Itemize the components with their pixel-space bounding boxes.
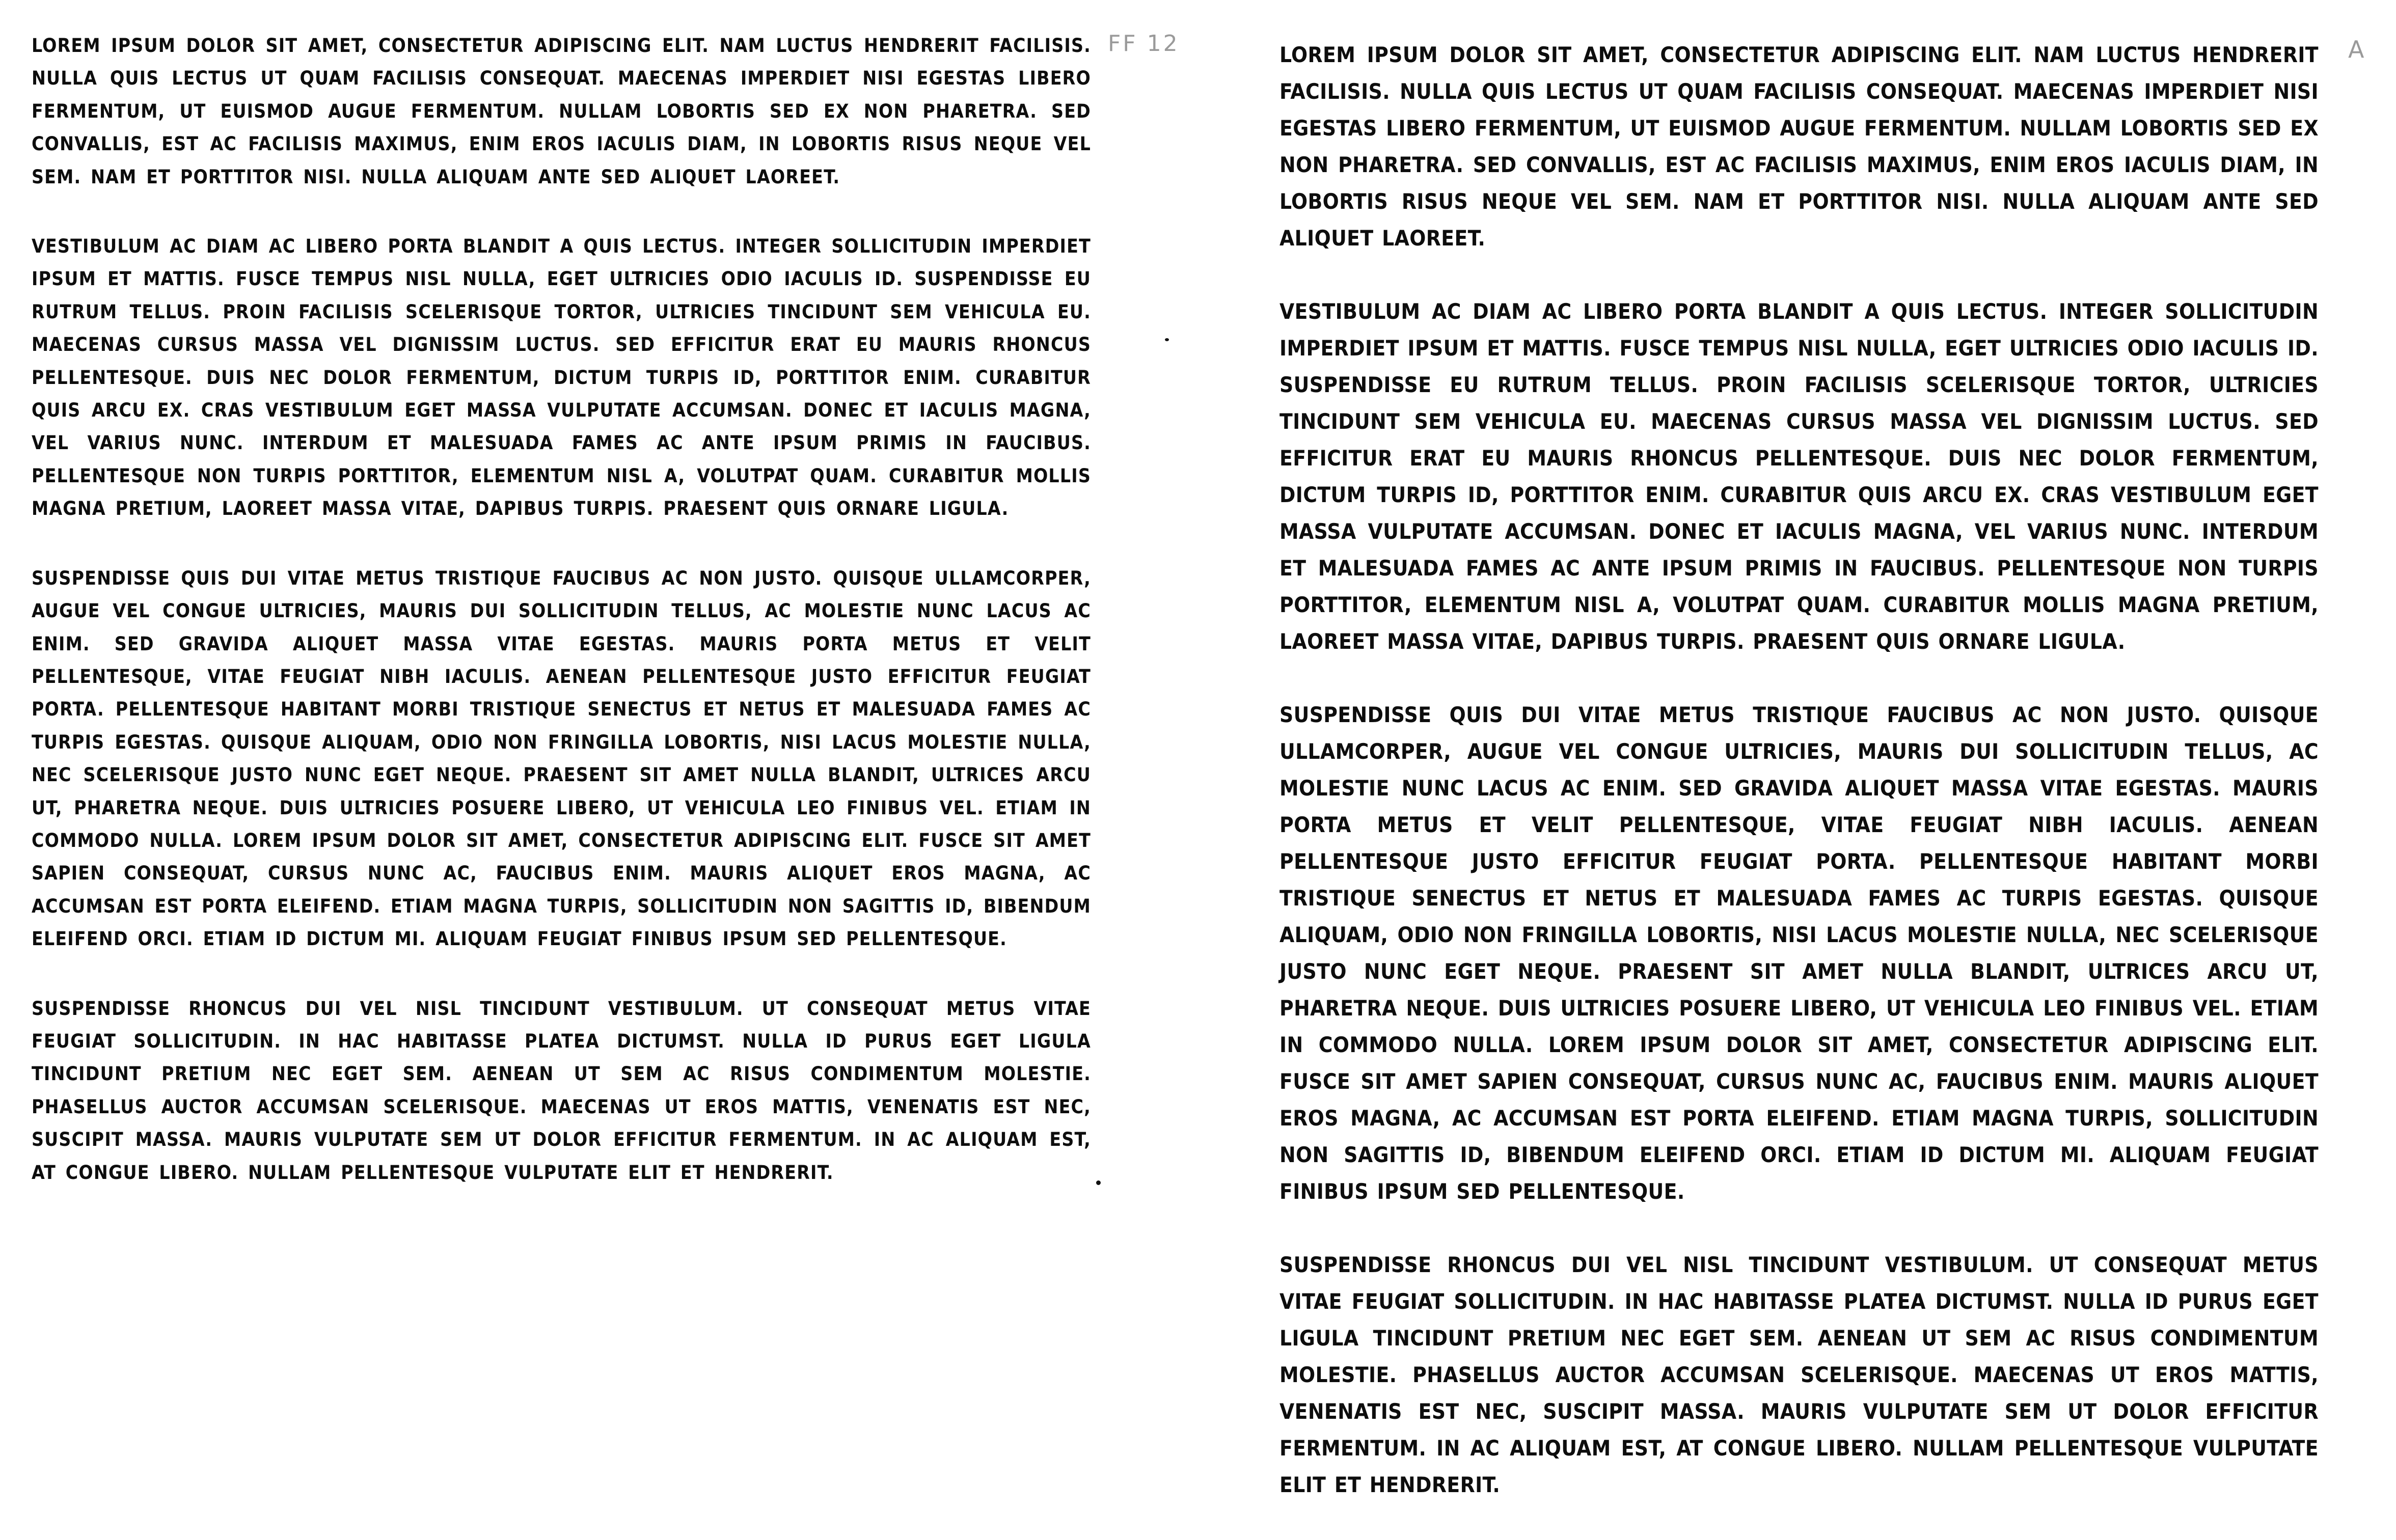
margin-annotation: A <box>2348 36 2366 63</box>
paragraph: LOREM IPSUM DOLOR SIT AMET, CONSECTETUR ADIPISCING ELIT. NAM LUCTUS HENDRERIT FACILISIS. NULLA QUIS LECTUS UT QUAM FACILISIS CONSEQUAT. MAECENAS IMPERDIET NISI EGESTAS LIBERO FERMENTUM, UT EUISMOD AUGUE FERMENTUM. NULLAM LOBORTIS SED EX NON PHARETRA. SED CONVALLIS, EST AC FACILISIS MAXIMUS, ENIM EROS IACULIS DIAM, IN LOBORTIS RISUS NEQUE VEL SEM. NAM ET PORTTITOR NISI. NULLA ALIQUAM ANTE SED ALIQUET LAOREET. <box>32 35 1091 188</box>
left-text-column <box>32 30 1091 1226</box>
margin-annotation: FF 12 <box>1108 31 1180 57</box>
left-page <box>0 0 1198 1255</box>
paragraph: SUSPENDISSE RHONCUS DUI VEL NISL TINCIDUNT VESTIBULUM. UT CONSEQUAT METUS VITAE FEUGIAT SOLLICITUDIN. IN HAC HABITASSE PLATEA DICTUMST. NULLA ID PURUS EGET LIGULA TINCIDUNT PRETIUM NEC EGET SEM. AENEAN UT SEM AC RISUS CONDIMENTUM MOLESTIE. PHASELLUS AUCTOR ACCUMSAN SCELERISQUE. MAECENAS UT EROS MATTIS, VENENATIS EST NEC, SUSCIPIT MASSA. MAURIS VULPUTATE SEM UT DOLOR EFFICITUR FERMENTUM. IN AC ALIQUAM EST, AT CONGUE LIBERO. NULLAM PELLENTESQUE VULPUTATE ELIT ET HENDRERIT. <box>1279 1252 2319 1497</box>
ink-speck <box>1096 1180 1101 1185</box>
paragraph: LOREM IPSUM DOLOR SIT AMET, CONSECTETUR ADIPISCING ELIT. NAM LUCTUS HENDRERIT FACILISIS. NULLA QUIS LECTUS UT QUAM FACILISIS CONSEQUAT. MAECENAS IMPERDIET NISI EGESTAS LIBERO FERMENTUM, UT EUISMOD AUGUE FERMENTUM. NULLAM LOBORTIS SED EX NON PHARETRA. SED CONVALLIS, EST AC FACILISIS MAXIMUS, ENIM EROS IACULIS DIAM, IN LOBORTIS RISUS NEQUE VEL SEM. NAM ET PORTTITOR NISI. NULLA ALIQUAM ANTE SED ALIQUET LAOREET. <box>1279 42 2319 251</box>
paragraph: SUSPENDISSE RHONCUS DUI VEL NISL TINCIDUNT VESTIBULUM. UT CONSEQUAT METUS VITAE FEUGIAT SOLLICITUDIN. IN HAC HABITASSE PLATEA DICTUMST. NULLA ID PURUS EGET LIGULA TINCIDUNT PRETIUM NEC EGET SEM. AENEAN UT SEM AC RISUS CONDIMENTUM MOLESTIE. PHASELLUS AUCTOR ACCUMSAN SCELERISQUE. MAECENAS UT EROS MATTIS, VENENATIS EST NEC, SUSCIPIT MASSA. MAURIS VULPUTATE SEM UT DOLOR EFFICITUR FERMENTUM. IN AC ALIQUAM EST, AT CONGUE LIBERO. NULLAM PELLENTESQUE VULPUTATE ELIT ET HENDRERIT. <box>32 997 1091 1184</box>
paragraph: SUSPENDISSE QUIS DUI VITAE METUS TRISTIQUE FAUCIBUS AC NON JUSTO. QUISQUE ULLAMCORPER, AUGUE VEL CONGUE ULTRICIES, MAURIS DUI SOLLICITUDIN TELLUS, AC MOLESTIE NUNC LACUS AC ENIM. SED GRAVIDA ALIQUET MASSA VITAE EGESTAS. MAURIS PORTA METUS ET VELIT PELLENTESQUE, VITAE FEUGIAT NIBH IACULIS. AENEAN PELLENTESQUE JUSTO EFFICITUR FEUGIAT PORTA. PELLENTESQUE HABITANT MORBI TRISTIQUE SENECTUS ET NETUS ET MALESUADA FAMES AC TURPIS EGESTAS. QUISQUE ALIQUAM, ODIO NON FRINGILLA LOBORTIS, NISI LACUS MOLESTIE NULLA, NEC SCELERISQUE JUSTO NUNC EGET NEQUE. PRAESENT SIT AMET NULLA BLANDIT, ULTRICES ARCU UT, PHARETRA NEQUE. DUIS ULTRICIES POSUERE LIBERO, UT VEHICULA LEO FINIBUS VEL. ETIAM IN COMMODO NULLA. LOREM IPSUM DOLOR SIT AMET, CONSECTETUR ADIPISCING ELIT. FUSCE SIT AMET SAPIEN CONSEQUAT, CURSUS NUNC AC, FAUCIBUS ENIM. MAURIS ALIQUET EROS MAGNA, AC ACCUMSAN EST PORTA ELEIFEND. ETIAM MAGNA TURPIS, SOLLICITUDIN NON SAGITTIS ID, BIBENDUM ELEIFEND ORCI. ETIAM ID DICTUM MI. ALIQUAM FEUGIAT FINIBUS IPSUM SED PELLENTESQUE. <box>1279 702 2319 1204</box>
paragraph: SUSPENDISSE QUIS DUI VITAE METUS TRISTIQUE FAUCIBUS AC NON JUSTO. QUISQUE ULLAMCORPER, AUGUE VEL CONGUE ULTRICIES, MAURIS DUI SOLLICITUDIN TELLUS, AC MOLESTIE NUNC LACUS AC ENIM. SED GRAVIDA ALIQUET MASSA VITAE EGESTAS. MAURIS PORTA METUS ET VELIT PELLENTESQUE, VITAE FEUGIAT NIBH IACULIS. AENEAN PELLENTESQUE JUSTO EFFICITUR FEUGIAT PORTA. PELLENTESQUE HABITANT MORBI TRISTIQUE SENECTUS ET NETUS ET MALESUADA FAMES AC TURPIS EGESTAS. QUISQUE ALIQUAM, ODIO NON FRINGILLA LOBORTIS, NISI LACUS MOLESTIE NULLA, NEC SCELERISQUE JUSTO NUNC EGET NEQUE. PRAESENT SIT AMET NULLA BLANDIT, ULTRICES ARCU UT, PHARETRA NEQUE. DUIS ULTRICIES POSUERE LIBERO, UT VEHICULA LEO FINIBUS VEL. ETIAM IN COMMODO NULLA. LOREM IPSUM DOLOR SIT AMET, CONSECTETUR ADIPISCING ELIT. FUSCE SIT AMET SAPIEN CONSEQUAT, CURSUS NUNC AC, FAUCIBUS ENIM. MAURIS ALIQUET EROS MAGNA, AC ACCUMSAN EST PORTA ELEIFEND. ETIAM MAGNA TURPIS, SOLLICITUDIN NON SAGITTIS ID, BIBENDUM ELEIFEND ORCI. ETIAM ID DICTUM MI. ALIQUAM FEUGIAT FINIBUS IPSUM SED PELLENTESQUE. <box>32 567 1091 950</box>
right-text-column <box>1279 37 2319 1540</box>
right-page <box>1198 0 2396 1497</box>
paragraph: VESTIBULUM AC DIAM AC LIBERO PORTA BLANDIT A QUIS LECTUS. INTEGER SOLLICITUDIN IMPERDIET IPSUM ET MATTIS. FUSCE TEMPUS NISL NULLA, EGET ULTRICIES ODIO IACULIS ID. SUSPENDISSE EU RUTRUM TELLUS. PROIN FACILISIS SCELERISQUE TORTOR, ULTRICIES TINCIDUNT SEM VEHICULA EU. MAECENAS CURSUS MASSA VEL DIGNISSIM LUCTUS. SED EFFICITUR ERAT EU MAURIS RHONCUS PELLENTESQUE. DUIS NEC DOLOR FERMENTUM, DICTUM TURPIS ID, PORTTITOR ENIM. CURABITUR QUIS ARCU EX. CRAS VESTIBULUM EGET MASSA VULPUTATE ACCUMSAN. DONEC ET IACULIS MAGNA, VEL VARIUS NUNC. INTERDUM ET MALESUADA FAMES AC ANTE IPSUM PRIMIS IN FAUCIBUS. PELLENTESQUE NON TURPIS PORTTITOR, ELEMENTUM NISL A, VOLUTPAT QUAM. CURABITUR MOLLIS MAGNA PRETIUM, LAOREET MASSA VITAE, DAPIBUS TURPIS. PRAESENT QUIS ORNARE LIGULA. <box>1279 299 2319 654</box>
paragraph: VESTIBULUM AC DIAM AC LIBERO PORTA BLANDIT A QUIS LECTUS. INTEGER SOLLICITUDIN IMPERDIET IPSUM ET MATTIS. FUSCE TEMPUS NISL NULLA, EGET ULTRICIES ODIO IACULIS ID. SUSPENDISSE EU RUTRUM TELLUS. PROIN FACILISIS SCELERISQUE TORTOR, ULTRICIES TINCIDUNT SEM VEHICULA EU. MAECENAS CURSUS MASSA VEL DIGNISSIM LUCTUS. SED EFFICITUR ERAT EU MAURIS RHONCUS PELLENTESQUE. DUIS NEC DOLOR FERMENTUM, DICTUM TURPIS ID, PORTTITOR ENIM. CURABITUR QUIS ARCU EX. CRAS VESTIBULUM EGET MASSA VULPUTATE ACCUMSAN. DONEC ET IACULIS MAGNA, VEL VARIUS NUNC. INTERDUM ET MALESUADA FAMES AC ANTE IPSUM PRIMIS IN FAUCIBUS. PELLENTESQUE NON TURPIS PORTTITOR, ELEMENTUM NISL A, VOLUTPAT QUAM. CURABITUR MOLLIS MAGNA PRETIUM, LAOREET MASSA VITAE, DAPIBUS TURPIS. PRAESENT QUIS ORNARE LIGULA. <box>32 235 1091 520</box>
ink-speck <box>1165 338 1169 341</box>
